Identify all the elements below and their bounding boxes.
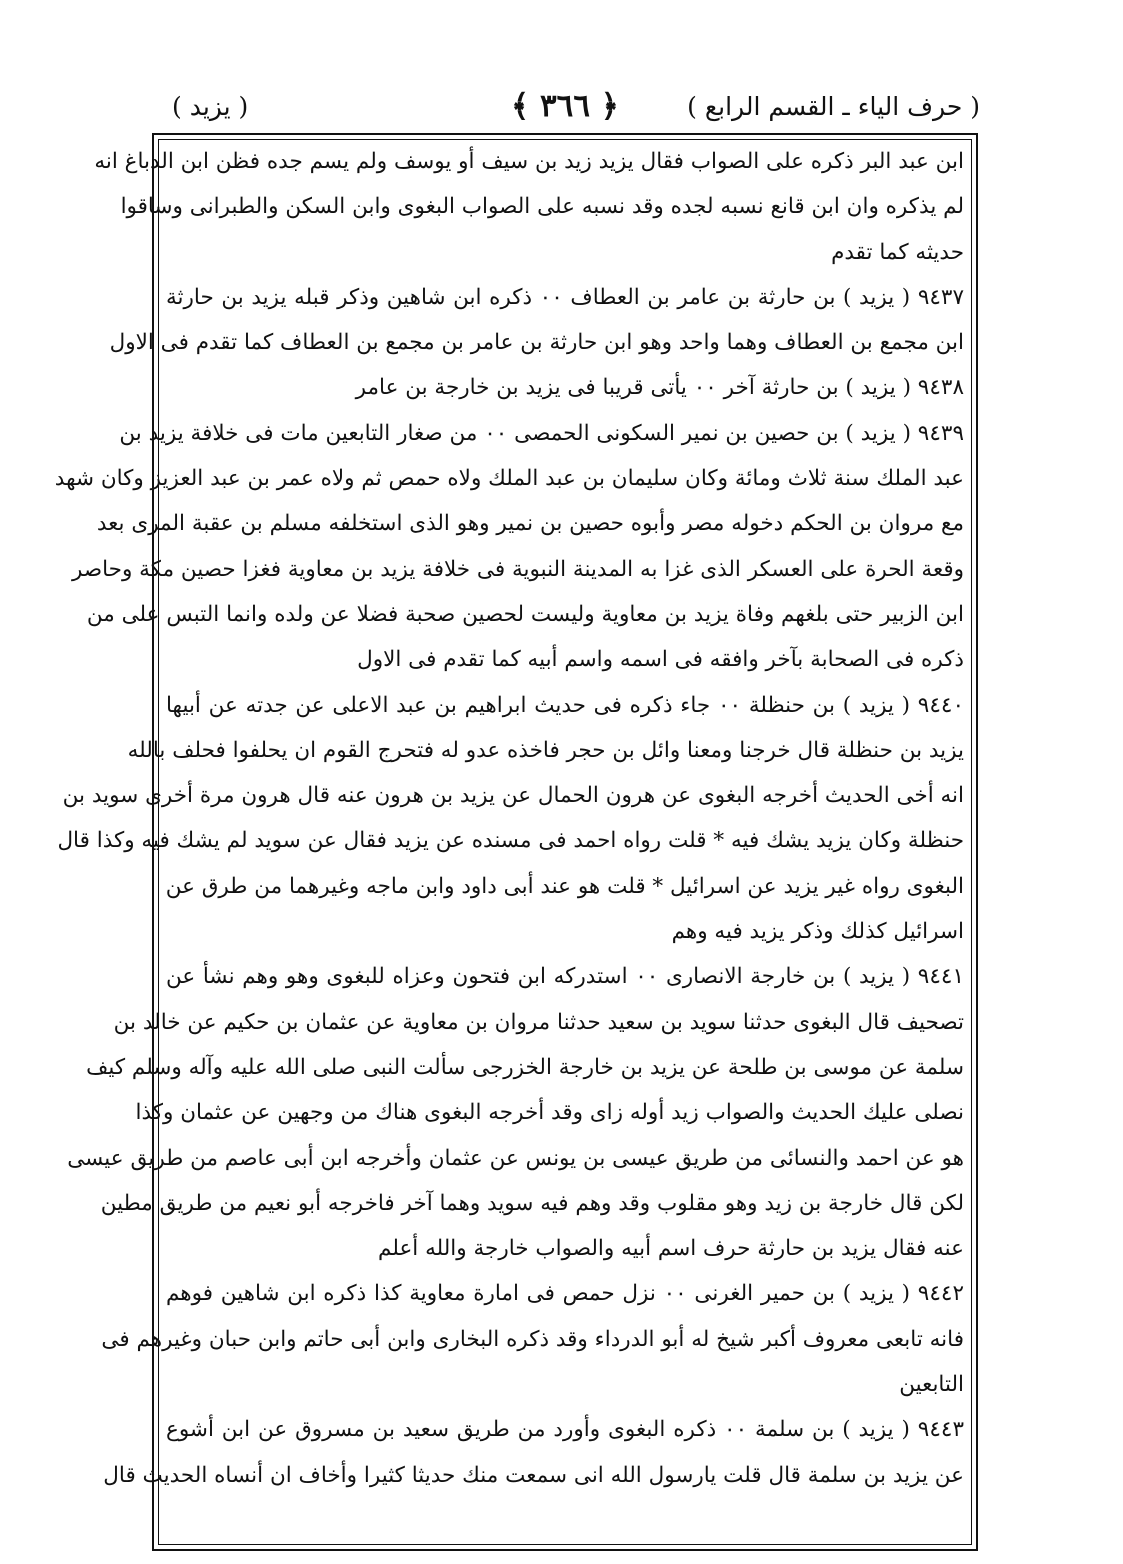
text-line: حنظلة وكان يزيد يشك فيه * قلت رواه احمد فى مسنده عن يزيد فقال عن سويد لم يشك فيه وكذا قال — [57, 828, 964, 854]
section-title: ( حرف الياء ـ القسم الرابع ) — [687, 92, 980, 121]
entry-line: ٩٤٤٣ ( يزيد ) بن سلمة ٠٠ ذكره البغوى وأورد من طريق سعيد بن مسروق عن ابن أشوع — [166, 1417, 964, 1443]
text-line: ابن الزبير حتى بلغهم وفاة يزيد بن معاوية وليست لحصين صحبة فضلا عن ولده وانما التبس على من — [86, 601, 964, 627]
text-line: يزيد بن حنظلة قال خرجنا ومعنا وائل بن حجر فاخذه عدو له فتحرج القوم ان يحلفوا فحلف بالله — [127, 737, 964, 763]
text-frame — [54, 133, 978, 1551]
entry-line: ٩٤٤٠ ( يزيد ) بن حنظلة ٠٠ جاء ذكره فى حديث ابراهيم بن عبد الاعلى عن جدته عن أبيها — [166, 692, 964, 718]
text-line: مع مروان بن الحكم دخوله مصر وأبوه حصين بن نمير وهو الذى استخلفه مسلم بن عقبة المرى بعد — [96, 511, 964, 537]
text-line: انه أخى الحديث أخرجه البغوى عن هرون الحمال عن يزيد بن هرون عنه قال هرون مرة أخرى سويد بن — [62, 783, 964, 809]
text-line: ابن مجمع بن العطاف وهما واحد وهو ابن حارثة بن عامر بن مجمع بن العطاف كما تقدم فى الاول — [109, 330, 964, 356]
text-line: حديثه كما تقدم — [831, 239, 964, 265]
text-line: نصلى عليك الحديث والصواب زيد أوله زاى وقد أخرجه البغوى هناك من وجهين عن عثمان وكذا — [135, 1100, 964, 1126]
entry-line: ٩٤٣٧ ( يزيد ) بن حارثة بن عامر بن العطاف ٠٠ ذكره ابن شاهين وذكر قبله يزيد بن حارثة — [166, 284, 965, 310]
text-line: اسرائيل كذلك وذكر يزيد فيه وهم — [671, 919, 964, 945]
text-line: هو عن احمد والنسائى من طريق عيسى بن يونس عن عثمان وأخرجه ابن أبى عاصم من طريق عيسى — [67, 1145, 964, 1171]
text-line: عبد الملك سنة ثلاث ومائة وكان سليمان بن عبد الملك ولاه حمص ثم ولاه عمر بن عبد العزيز وكان شهد — [54, 466, 964, 492]
text-line: فانه تابعى معروف أكبر شيخ له أبو الدرداء وقد ذكره البخارى وابن أبى حاتم وابن حبان وغيرهم فى — [101, 1326, 964, 1352]
text-line: تصحيف قال البغوى حدثنا سويد بن سعيد حدثنا مروان بن معاوية عن عثمان بن حكيم عن خالد بن — [113, 1009, 964, 1035]
page-header — [150, 88, 980, 128]
entry-line: ٩٤٤١ ( يزيد ) بن خارجة الانصارى ٠٠ استدركه ابن فتحون وعزاه للبغوى وهو وهم نشأ عن — [166, 964, 964, 990]
text-line: لكن قال خارجة بن زيد وهو مقلوب وقد وهم فيه سويد وهما آخر فاخرجه أبو نعيم من طريق مطين — [100, 1190, 964, 1216]
text-line: وقعة الحرة على العسكر الذى غزا به المدينة النبوية فى خلافة يزيد بن معاوية فغزا حصين مكة وحاصر — [72, 556, 964, 582]
entry-name: ( يزيد ) — [172, 92, 249, 121]
text-line: عنه فقال يزيد بن حارثة حرف اسم أبيه والصواب خارجة والله أعلم — [378, 1236, 964, 1262]
body-text — [54, 139, 965, 1498]
text-line: سلمة عن موسى بن طلحة عن يزيد بن خارجة الخزرجى سألت النبى صلى الله عليه وآله وسلم كيف — [86, 1054, 964, 1080]
entry-line: ٩٤٤٢ ( يزيد ) بن حمير الغرنى ٠٠ نزل حمص فى امارة معاوية كذا ذكره ابن شاهين فوهم — [166, 1281, 964, 1307]
entry-line: ٩٤٣٩ ( يزيد ) بن حصين بن نمير السكونى الحمصى ٠٠ من صغار التابعين مات فى خلافة يزيد بن — [119, 420, 964, 446]
text-line: ذكره فى الصحابة بآخر وافقه فى اسمه واسم أبيه كما تقدم فى الاول — [357, 647, 964, 673]
page-number: ﴿ ٣٦٦ ﴾ — [511, 88, 619, 124]
text-line: لم يذكره وان ابن قانع نسبه لجده وقد نسبه على الصواب البغوى وابن السكن والطبرانى وساقوا — [120, 194, 964, 220]
entry-line: ٩٤٣٨ ( يزيد ) بن حارثة آخر ٠٠ يأتى قريبا فى يزيد بن خارجة بن عامر — [355, 375, 964, 401]
text-line: ابن عبد البر ذكره على الصواب فقال يزيد زيد بن سيف أو يوسف ولم يسم جده فظن ابن الدباغ انه — [94, 149, 964, 174]
text-line: التابعين — [899, 1372, 964, 1398]
text-line: البغوى رواه غير يزيد عن اسرائيل * قلت هو عند أبى داود وابن ماجه وغيرهما من طرق عن — [165, 873, 964, 899]
text-line: عن يزيد بن سلمة قال قلت يارسول الله انى سمعت منك حديثا كثيرا وأخاف ان أنساه الحديث قال — [103, 1462, 964, 1488]
